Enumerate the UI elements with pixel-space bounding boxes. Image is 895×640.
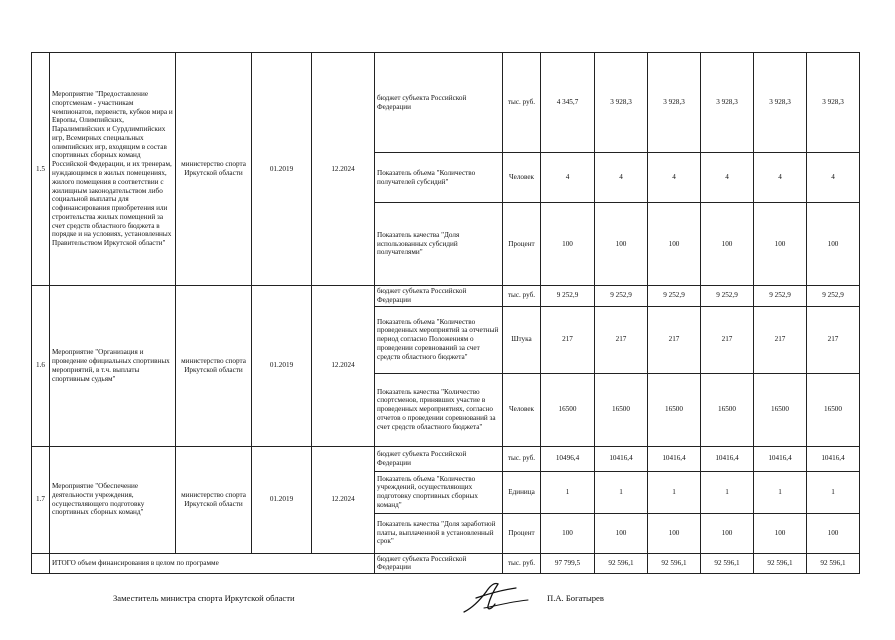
table-row	[32, 286, 860, 307]
value-cell: 10496,4	[541, 446, 595, 471]
value-cell: 4	[807, 153, 860, 203]
row-number: 1.7	[32, 446, 50, 553]
value-cell: 4 345,7	[541, 53, 595, 153]
value-cell: 10416,4	[595, 446, 648, 471]
value-cell: 100	[541, 203, 595, 286]
total-row	[32, 553, 860, 574]
total-value: 92 596,1	[754, 553, 807, 574]
indicator-label: бюджет субъекта Российской Федерации	[375, 446, 503, 471]
value-cell: 3 928,3	[754, 53, 807, 153]
event-title: Мероприятие "Организация и проведение официальных спортивных мероприятий, в т.ч. выплаты спортивным судьям"	[50, 286, 176, 447]
value-cell: 1	[541, 471, 595, 513]
value-cell: 100	[648, 203, 701, 286]
value-cell: 100	[754, 203, 807, 286]
unit: Процент	[503, 513, 541, 553]
end-date: 12.2024	[312, 53, 375, 286]
value-cell: 9 252,9	[541, 286, 595, 307]
value-cell: 16500	[595, 373, 648, 446]
table-row	[32, 53, 860, 153]
unit: Человек	[503, 153, 541, 203]
executor: министерство спорта Иркутской области	[176, 446, 252, 553]
start-date: 01.2019	[252, 53, 312, 286]
value-cell: 1	[648, 471, 701, 513]
value-cell: 100	[648, 513, 701, 553]
value-cell: 10416,4	[807, 446, 860, 471]
indicator-label: Показатель качества "Доля использованных субсидий получателями"	[375, 203, 503, 286]
unit: тыс. руб.	[503, 286, 541, 307]
value-cell: 100	[541, 513, 595, 553]
signatory-position: Заместитель министра спорта Иркутской области	[113, 593, 295, 603]
executor: министерство спорта Иркутской области	[176, 286, 252, 447]
value-cell: 3 928,3	[595, 53, 648, 153]
value-cell: 100	[807, 203, 860, 286]
indicator-label: Показатель качества "Количество спортсменов, принявших участие в проведенных мероприятиях, согласно отчетов о проведении соревнований за счет средств областного бюджета"	[375, 373, 503, 446]
row-number: 1.6	[32, 286, 50, 447]
value-cell: 100	[701, 203, 754, 286]
value-cell: 4	[595, 153, 648, 203]
value-cell: 9 252,9	[701, 286, 754, 307]
value-cell: 4	[701, 153, 754, 203]
unit: тыс. руб.	[503, 446, 541, 471]
value-cell: 10416,4	[754, 446, 807, 471]
value-cell: 217	[595, 306, 648, 373]
event-title: Мероприятие "Обеспечение деятельности учреждения, осуществляющего подготовку спортивных сборных команд"	[50, 446, 176, 553]
total-value: 97 799,5	[541, 553, 595, 574]
unit: тыс. руб.	[503, 53, 541, 153]
unit: Штука	[503, 306, 541, 373]
indicator-label: Показатель объема "Количество учреждений, осуществляющих подготовку спортивных сборных команд"	[375, 471, 503, 513]
value-cell: 217	[754, 306, 807, 373]
value-cell: 9 252,9	[648, 286, 701, 307]
unit: Процент	[503, 203, 541, 286]
row-number: 1.5	[32, 53, 50, 286]
value-cell: 217	[648, 306, 701, 373]
value-cell: 3 928,3	[701, 53, 754, 153]
value-cell: 4	[541, 153, 595, 203]
value-cell: 4	[648, 153, 701, 203]
value-cell: 3 928,3	[648, 53, 701, 153]
indicator-label: Показатель качества "Доля заработной платы, выплаченной в установленный срок"	[375, 513, 503, 553]
table-row	[32, 446, 860, 471]
value-cell: 10416,4	[701, 446, 754, 471]
value-cell: 4	[754, 153, 807, 203]
value-cell: 9 252,9	[595, 286, 648, 307]
start-date: 01.2019	[252, 446, 312, 553]
indicator-label: бюджет субъекта Российской Федерации	[375, 286, 503, 307]
total-label: ИТОГО объем финансирования в целом по программе	[50, 553, 375, 574]
unit: Человек	[503, 373, 541, 446]
value-cell: 9 252,9	[754, 286, 807, 307]
end-date: 12.2024	[312, 286, 375, 447]
value-cell: 217	[807, 306, 860, 373]
value-cell: 100	[595, 203, 648, 286]
signature-image	[458, 578, 538, 618]
total-value: 92 596,1	[807, 553, 860, 574]
signatory-name: П.А. Богатырев	[547, 593, 604, 603]
value-cell: 100	[595, 513, 648, 553]
total-unit: тыс. руб.	[503, 553, 541, 574]
event-title: Мероприятие "Предоставление спортсменам - участникам чемпионатов, первенств, кубков мира и Европы, Олимпийских, Паралимпийских и Сурдлимпийских игр, Всемирных специальных олимпийских игр, входящим в состав спортивных сборных команд Российской Федерации, и их тренерам, нуждающимся в жилых помещениях, жилого помещения в соответствии с жилищным законодательством либо социальной выплаты для софинансирования приобретения или строительства жилых помещений за счет средств областного бюджета в порядке и на условиях, установленных Правительством Иркутской области"	[50, 53, 176, 286]
indicator-label: Показатель объема "Количество проведенных мероприятий за отчетный период согласно Положениям о проведении соревнований за счет средств областного бюджета"	[375, 306, 503, 373]
executor: министерство спорта Иркутской области	[176, 53, 252, 286]
value-cell: 16500	[754, 373, 807, 446]
indicator-label: Показатель объема "Количество получателей субсидий"	[375, 153, 503, 203]
value-cell: 217	[701, 306, 754, 373]
value-cell: 9 252,9	[807, 286, 860, 307]
total-number	[32, 553, 50, 574]
value-cell: 10416,4	[648, 446, 701, 471]
value-cell: 1	[701, 471, 754, 513]
end-date: 12.2024	[312, 446, 375, 553]
value-cell: 1	[807, 471, 860, 513]
total-value: 92 596,1	[648, 553, 701, 574]
total-source: бюджет субъекта Российской Федерации	[375, 553, 503, 574]
indicator-label: бюджет субъекта Российской Федерации	[375, 53, 503, 153]
unit: Единица	[503, 471, 541, 513]
value-cell: 100	[807, 513, 860, 553]
total-value: 92 596,1	[701, 553, 754, 574]
value-cell: 100	[701, 513, 754, 553]
value-cell: 1	[595, 471, 648, 513]
value-cell: 16500	[701, 373, 754, 446]
value-cell: 1	[754, 471, 807, 513]
start-date: 01.2019	[252, 286, 312, 447]
program-table	[31, 52, 860, 574]
value-cell: 16500	[648, 373, 701, 446]
total-value: 92 596,1	[595, 553, 648, 574]
value-cell: 16500	[807, 373, 860, 446]
value-cell: 217	[541, 306, 595, 373]
value-cell: 100	[754, 513, 807, 553]
value-cell: 16500	[541, 373, 595, 446]
value-cell: 3 928,3	[807, 53, 860, 153]
